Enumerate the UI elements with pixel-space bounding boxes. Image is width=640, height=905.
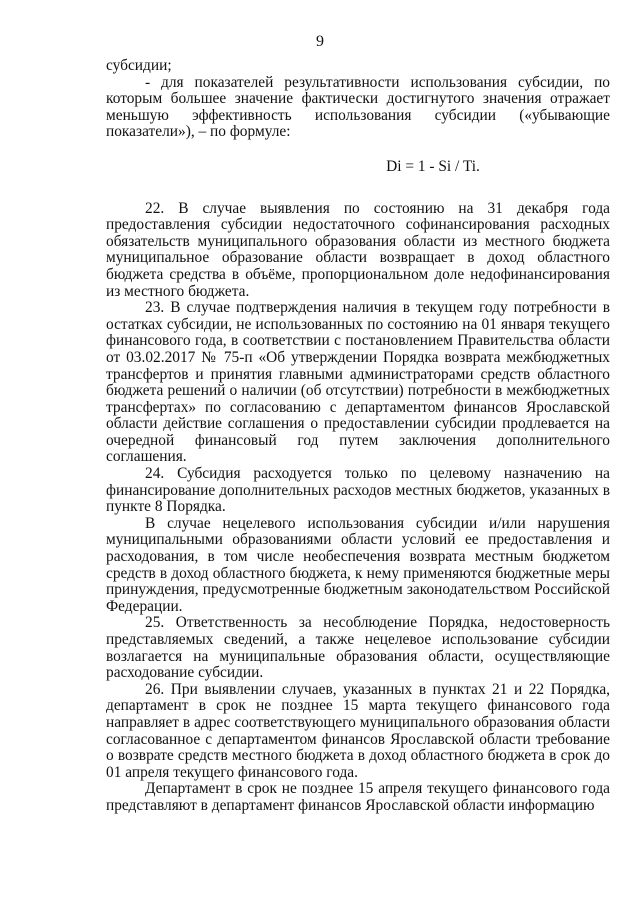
paragraph-continuation: субсидии;: [106, 57, 172, 74]
paragraph-26-department: Департамент в срок не позднее 15 апреля текущего финансового года представляют в департамент финансов Ярославской области информацию: [106, 780, 610, 814]
paragraph-24-misuse: В случае нецелевого использования субсидии и/или нарушения муниципальными образованиями области условий ее предоставления и расходования, в том числе необеспечения возврата местным бюджетом средств в доход областного бюджета, к нему применяются бюджетные меры принуждения, предусмотренные бюджетным законодательством Российской Федерации.: [106, 514, 610, 615]
paragraph-25: 25. Ответственность за несоблюдение Порядка, недостоверность представляемых сведений, а также нецелевое использование субсидии возлагается на муниципальные образования области, осуществляющие расходование субсидии.: [106, 614, 610, 682]
paragraph-decreasing-indicators: - для показателей результативности использования субсидии, по которым большее значение фактически достигнутого значения отражает меньшую эффективность использования субсидии («убывающие показатели»), – по формуле:: [106, 73, 610, 141]
document-body: [106, 58, 610, 815]
paragraph-23: 23. В случае подтверждения наличия в текущем году потребности в остатках субсидии, не использованных по состоянию на 01 января текущего финансового года, в соответствии с постановлением Правительства области от 03.02.2017 № 75-п «Об утверждении Порядка возврата межбюджетных трансфертов и принятия главными администраторами средств областного бюджета решений о наличии (об отсутствии) потребности в межбюджетных трансфертах» по согласованию с департаментом финансов Ярославской области действие соглашения о предоставлении субсидии продлевается на очередной финансовый год путем заключения дополнительного соглашения.: [106, 299, 610, 466]
paragraph-26: 26. При выявлении случаев, указанных в пунктах 21 и 22 Порядка, департамент в срок не позднее 15 марта текущего финансового года направляет в адрес соответствующего муниципального образования области согласованное с департаментом финансов Ярославской области требование о возврате средств местного бюджета в доход областного бюджета в срок до 01 апреля текущего финансового года.: [106, 680, 610, 781]
paragraph-24: 24. Субсидия расходуется только по целевому назначению на финансирование дополнительных расходов местных бюджетов, указанных в пункте 8 Порядка.: [106, 465, 610, 516]
paragraph-22: 22. В случае выявления по состоянию на 31 декабря года предоставления субсидии недостаточного софинансирования расходных обязательств муниципального образования области из местного бюджета муниципальное образование области возвращает в доход областного бюджета средства в объёме, пропорциональном доле недофинансирования из местного бюджета.: [106, 199, 610, 300]
page-number: 9: [316, 33, 324, 50]
formula: Di = 1 - Si / Ti.: [386, 157, 480, 175]
